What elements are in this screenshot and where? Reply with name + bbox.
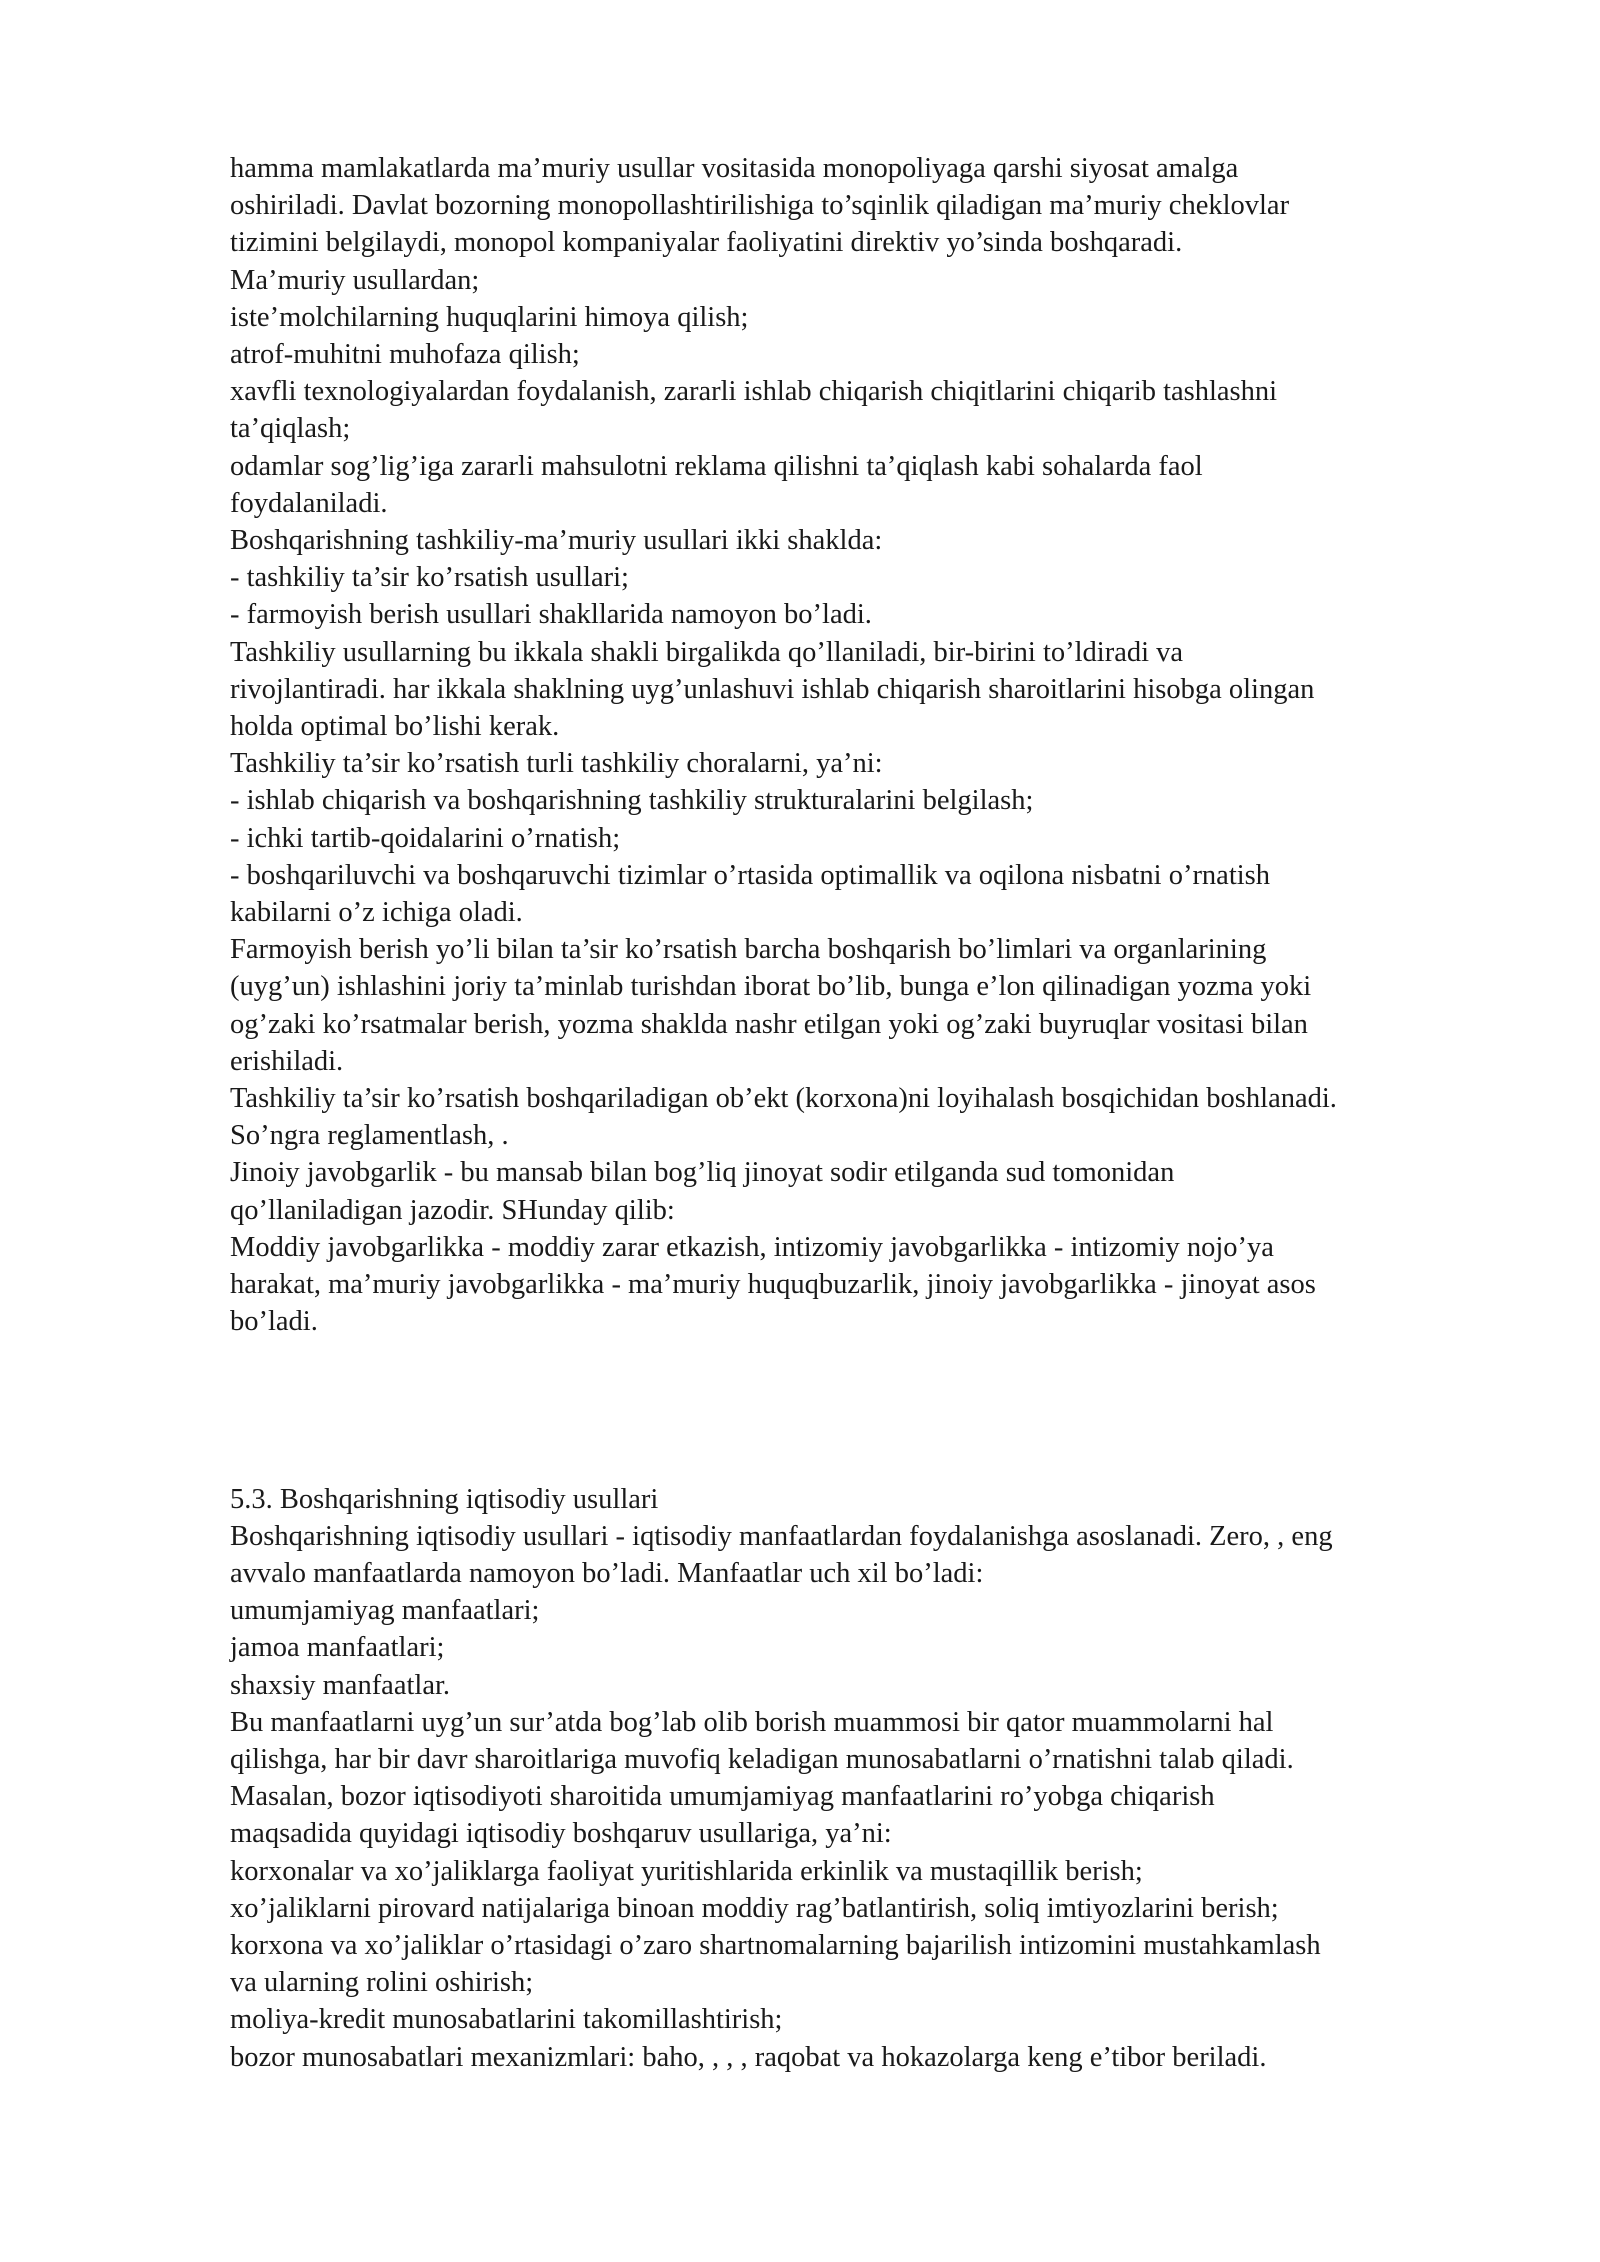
text-line: moliya-kredit munosabatlarini takomillashtirish; xyxy=(230,2004,783,2036)
text-line: ta’qiqlash; xyxy=(230,413,351,445)
text-line: umumjamiyag manfaatlari; xyxy=(230,1595,540,1627)
text-line: - ishlab chiqarish va boshqarishning tashkiliy strukturalarini belgilash; xyxy=(230,785,1034,817)
text-line: rivojlantiradi. har ikkala shaklning uyg’unlashuvi ishlab chiqarish sharoitlarini hisobga olingan xyxy=(230,673,1315,705)
text-line: iste’molchilarning huquqlarini himoya qilish; xyxy=(230,301,749,333)
text-line: korxona va xo’jaliklar o’rtasidagi o’zaro shartnomalarning bajarilish intizomini mustahkamlash xyxy=(230,1929,1321,1961)
text-line: korxonalar va xo’jaliklarga faoliyat yuritishlarida erkinlik va mustaqillik berish; xyxy=(230,1855,1143,1887)
section-spacer xyxy=(230,1341,1530,1481)
text-line: - tashkiliy ta’sir ko’rsatish usullari; xyxy=(230,562,629,594)
section-heading: 5.3. Boshqarishning iqtisodiy usullari xyxy=(230,1483,659,1515)
text-line: Jinoiy javobgarlik - bu mansab bilan bog’liq jinoyat sodir etilganda sud tomonidan xyxy=(230,1157,1175,1189)
text-line: atrof-muhitni muhofaza qilish; xyxy=(230,339,580,371)
text-line: va ularning rolini oshirish; xyxy=(230,1967,534,1999)
text-line: xavfli texnologiyalardan foydalanish, zararli ishlab chiqarish chiqitlarini chiqarib tashlashni xyxy=(230,376,1278,408)
text-line: - ichki tartib-qoidalarini o’rnatish; xyxy=(230,822,621,854)
text-line: jamoa manfaatlari; xyxy=(230,1632,445,1664)
text-line: Tashkiliy ta’sir ko’rsatish turli tashkiliy choralarni, ya’ni: xyxy=(230,748,883,780)
text-line: - boshqariluvchi va boshqaruvchi tizimlar o’rtasida optimallik va oqilona nisbatni o’rnatish xyxy=(230,859,1271,891)
text-line: So’ngra reglamentlash, . xyxy=(230,1120,509,1152)
text-line: qilishga, har bir davr sharoitlariga muvofiq keladigan munosabatlarni o’rnatishni talab qiladi. xyxy=(230,1743,1294,1775)
text-line: og’zaki ko’rsatmalar berish, yozma shaklda nashr etilgan yoki og’zaki buyruqlar vositasi bilan xyxy=(230,1008,1308,1040)
text-line: maqsadida quyidagi iqtisodiy boshqaruv usullariga, ya’ni: xyxy=(230,1818,892,1850)
text-line: Ma’muriy usullardan; xyxy=(230,264,480,296)
text-line: harakat, ma’muriy javobgarlikka - ma’muriy huquqbuzarlik, jinoiy javobgarlikka - jinoyat asos xyxy=(230,1269,1316,1301)
text-line: holda optimal bo’lishi kerak. xyxy=(230,711,560,743)
text-block-economic-methods xyxy=(230,1481,1530,2076)
text-line: Moddiy javobgarlikka - moddiy zarar etkazish, intizomiy javobgarlikka - intizomiy nojo’ya xyxy=(230,1231,1274,1263)
text-line: qo’llaniladigan jazodir. SHunday qilib: xyxy=(230,1194,675,1226)
text-line: avvalo manfaatlarda namoyon bo’ladi. Manfaatlar uch xil bo’ladi: xyxy=(230,1557,984,1589)
text-line: Boshqarishning tashkiliy-ma’muriy usullari ikki shaklda: xyxy=(230,525,883,557)
text-line: Boshqarishning iqtisodiy usullari - iqtisodiy manfaatlardan foydalanishga asoslanadi. Zero, , eng xyxy=(230,1520,1333,1552)
text-line: (uyg’un) ishlashini joriy ta’minlab turishdan iborat bo’lib, bunga e’lon qilinadigan yozma yoki xyxy=(230,971,1312,1003)
text-block-administrative-methods xyxy=(230,150,1530,1341)
text-line: kabilarni o’z ichiga oladi. xyxy=(230,897,523,929)
document-page xyxy=(230,150,1530,2076)
text-line: bozor munosabatlari mexanizmlari: baho, , , , raqobat va hokazolarga keng e’tibor beriladi. xyxy=(230,2041,1267,2073)
text-line: odamlar sog’lig’iga zararli mahsulotni reklama qilishni ta’qiqlash kabi sohalarda faol xyxy=(230,450,1203,482)
text-line: xo’jaliklarni pirovard natijalariga binoan moddiy rag’batlantirish, soliq imtiyozlarini berish; xyxy=(230,1892,1279,1924)
text-line: tizimini belgilaydi, monopol kompaniyalar faoliyatini direktiv yo’sinda boshqaradi. xyxy=(230,227,1183,259)
text-line: bo’ladi. xyxy=(230,1306,318,1338)
text-line: Tashkiliy usullarning bu ikkala shakli birgalikda qo’llaniladi, bir-birini to’ldiradi va xyxy=(230,636,1184,668)
text-line: Farmoyish berish yo’li bilan ta’sir ko’rsatish barcha boshqarish bo’limlari va organlarining xyxy=(230,934,1267,966)
text-line: erishiladi. xyxy=(230,1045,344,1077)
text-line: oshiriladi. Davlat bozorning monopollashtirilishiga to’sqinlik qiladigan ma’muriy cheklovlar xyxy=(230,190,1290,222)
text-line: shaxsiy manfaatlar. xyxy=(230,1669,451,1701)
text-line: Tashkiliy ta’sir ko’rsatish boshqariladigan ob’ekt (korxona)ni loyihalash bosqichidan boshlanadi. xyxy=(230,1083,1337,1115)
text-line: Masalan, bozor iqtisodiyoti sharoitida umumjamiyag manfaatlarini ro’yobga chiqarish xyxy=(230,1781,1215,1813)
text-line: Bu manfaatlarni uyg’un sur’atda bog’lab olib borish muammosi bir qator muammolarni hal xyxy=(230,1706,1274,1738)
text-line: - farmoyish berish usullari shakllarida namoyon bo’ladi. xyxy=(230,599,872,631)
text-line: foydalaniladi. xyxy=(230,487,388,519)
text-line: hamma mamlakatlarda ma’muriy usullar vositasida monopoliyaga qarshi siyosat amalga xyxy=(230,153,1239,184)
